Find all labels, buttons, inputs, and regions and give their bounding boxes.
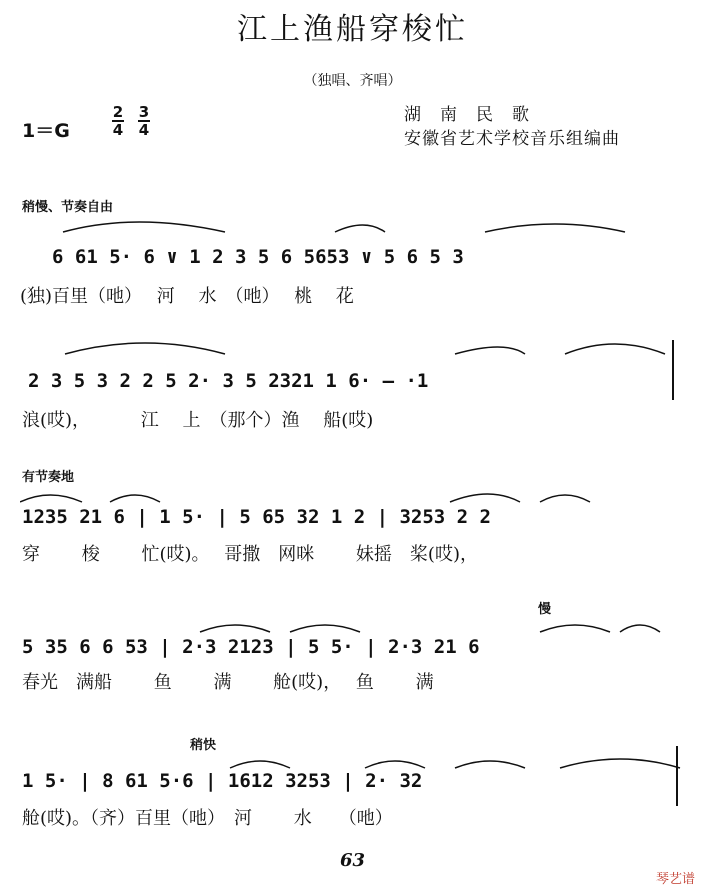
lyrics-line-1: (独)百里（吔） 河 水 （吔） 桃 花 (20, 286, 354, 307)
barline (676, 746, 678, 806)
notation-line-4: 5 35 6 6 53 | 2·3 2123 | 5 5· | 2·3 21 6 (22, 636, 480, 658)
tempo-marking: 稍快 (190, 738, 217, 753)
slur-marks (55, 212, 695, 236)
time-signature-3-4: 3 4 (138, 103, 150, 139)
notation-line-2: 2 3 5 3 2 2 5 2· 3 5 2321 1 6· — ·1 (28, 370, 429, 392)
credit-origin: 湖 南 民 歌 (404, 105, 530, 125)
notation-line-3: 1235 21 6 | 1 5· | 5 65 32 1 2 | 3253 2 2 (22, 506, 491, 528)
notation-line-1: 6 61 5· 6 ∨ 1 2 3 5 6 5653 ∨ 5 6 5 3 (52, 246, 464, 268)
slur-marks (20, 748, 700, 772)
time-signature-2-4: 2 4 (112, 103, 124, 139)
song-title: 江上渔船穿梭忙 (237, 12, 468, 47)
slur-marks (20, 482, 700, 506)
watermark-logo: 琴艺谱 (655, 872, 695, 887)
tempo-marking: 慢 (538, 602, 552, 617)
lyrics-line-3: 穿 梭 忙(哎)。 哥撒 网咪 妹摇 桨(哎)， (22, 544, 478, 565)
page-number: 63 (339, 850, 366, 871)
credit-arranger: 安徽省艺术学校音乐组编曲 (404, 129, 620, 149)
key-signature: 1＝G (22, 120, 70, 142)
slur-marks (55, 334, 695, 358)
lyrics-line-2: 浪(哎)， 江 上 （那个）渔 船(哎) (22, 410, 374, 431)
tempo-marking: 有节奏地 (22, 470, 75, 485)
lyrics-line-5: 舱(哎)。（齐）百里（吔） 河 水 （吔） (22, 808, 393, 829)
performance-note: （独唱、齐唱） (303, 73, 402, 89)
barline (672, 340, 674, 400)
slur-marks (20, 612, 700, 636)
notation-line-5: 1 5· | 8 61 5·6 | 1612 3253 | 2· 32 (22, 770, 423, 792)
tempo-marking: 稍慢、节奏自由 (22, 200, 114, 215)
lyrics-line-4: 春光 满船 鱼 满 舱(哎)， 鱼 满 (22, 672, 434, 693)
